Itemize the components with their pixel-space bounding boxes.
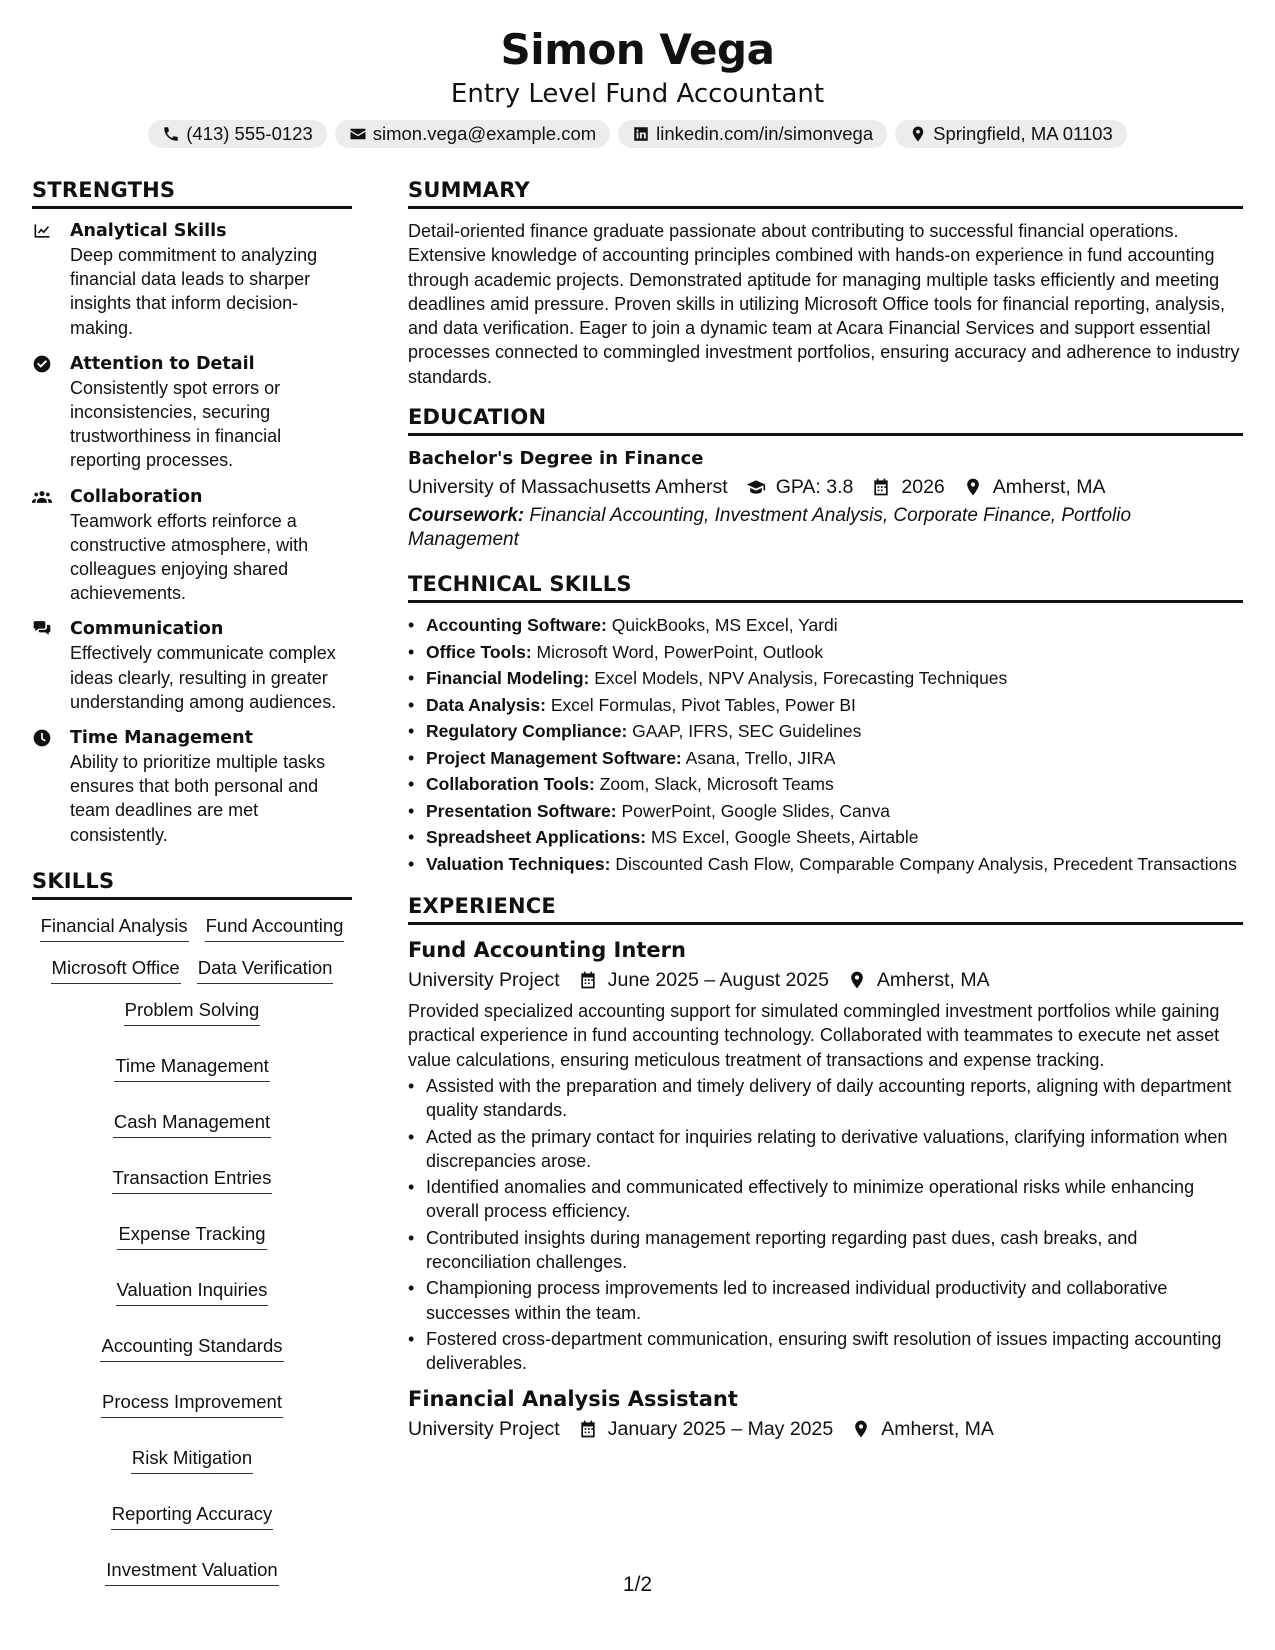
tech-value: GAAP, IFRS, SEC Guidelines — [632, 721, 862, 742]
tech-value: Zoom, Slack, Microsoft Teams — [599, 774, 834, 795]
degree-name: Bachelor's Degree in Finance — [408, 448, 704, 470]
calendar-icon — [871, 477, 891, 497]
coursework — [408, 504, 1243, 552]
job-dates: June 2025 – August 2025 — [607, 969, 829, 992]
map-pin-icon — [963, 477, 983, 497]
job-description: Provided specialized accounting support for simulated commingled investment portfolios while gaining practical experience in fund accounting technology. Collaborated with teammates to execute net asset value calculations, ensuring meticulous treatment of transactions and expense tracking. — [408, 1001, 1220, 1070]
list-item — [408, 719, 1243, 744]
list-item: • Acted as the primary contact for inquiries relating to derivative valuations, clarifying information when discrepancies arose. — [408, 1125, 1243, 1174]
strength-text: Ability to prioritize multiple tasks ensures that both personal and team deadlines are met consistently. — [70, 752, 326, 845]
job-meta — [408, 1414, 1243, 1444]
strength-text: Consistently spot errors or inconsistencies, securing trustworthiness in financial reporting processes. — [70, 377, 282, 471]
linkedin-icon — [632, 125, 650, 143]
school-name: University of Massachusetts Amherst — [408, 476, 728, 499]
right-column — [408, 176, 1243, 1586]
tech-value: QuickBooks, MS Excel, Yardi — [611, 615, 838, 636]
contact-location — [895, 120, 1127, 148]
tech-label: Financial Modeling: — [426, 668, 590, 689]
skill-tag: Expense Tracking — [117, 1222, 266, 1250]
strength-title: Attention to Detail — [70, 353, 255, 374]
envelope-icon — [349, 125, 367, 143]
map-pin-icon — [851, 1419, 871, 1439]
skill-tag: Cash Management — [113, 1110, 271, 1138]
location-text: Springfield, MA 01103 — [933, 123, 1113, 144]
job-title: Fund Accounting Intern — [408, 938, 686, 963]
map-pin-icon — [909, 125, 927, 143]
strength-item — [32, 726, 352, 847]
tech-label: Collaboration Tools: — [426, 774, 595, 795]
tech-label: Regulatory Compliance: — [426, 721, 628, 742]
email-text: simon.vega@example.com — [372, 123, 597, 144]
clock-icon — [32, 728, 52, 748]
tech-label: Project Management Software: — [426, 747, 682, 768]
list-item — [408, 640, 1243, 665]
calendar-icon — [578, 970, 598, 990]
tech-label: Office Tools: — [426, 641, 532, 662]
job-meta — [408, 965, 1243, 995]
contact-bar — [0, 120, 1275, 148]
tech-value: Asana, Trello, JIRA — [685, 747, 836, 768]
candidate-name: Simon Vega — [500, 25, 775, 74]
list-item — [408, 772, 1243, 797]
tech-label: Spreadsheet Applications: — [426, 827, 647, 848]
strength-title: Time Management — [70, 728, 253, 749]
job-entry — [408, 935, 1243, 1375]
skills-list — [32, 914, 352, 1586]
skill-tag: Time Management — [114, 1054, 270, 1082]
strength-title: Collaboration — [70, 486, 203, 507]
map-pin-icon — [847, 970, 867, 990]
phone-icon — [162, 125, 180, 143]
tech-value: MS Excel, Google Sheets, Airtable — [650, 827, 919, 848]
education-meta — [408, 472, 1243, 502]
list-item: • Fostered cross-department communication, ensuring swift resolution of issues impacting accounting deliverables. — [408, 1327, 1243, 1376]
job-dates: January 2025 – May 2025 — [607, 1417, 834, 1440]
coursework-list: Financial Accounting, Investment Analysis, Corporate Finance, Portfolio Management — [408, 505, 1132, 551]
strength-item — [32, 219, 352, 340]
job-org: University Project — [408, 969, 560, 992]
strength-text: Teamwork efforts reinforce a constructive atmosphere, with colleagues enjoying shared achievements. — [70, 510, 309, 604]
strengths-heading: STRENGTHS — [32, 176, 352, 209]
job-entry — [408, 1384, 1243, 1444]
list-item — [408, 852, 1243, 877]
skill-tag: Accounting Standards — [100, 1334, 283, 1362]
list-item: • Championing process improvements led to increased individual productivity and collaborative successes within the team. — [408, 1276, 1243, 1325]
strength-item — [32, 617, 352, 714]
gpa-text: GPA: 3.8 — [775, 476, 854, 499]
tech-value: Microsoft Word, PowerPoint, Outlook — [536, 641, 824, 662]
skill-tag: Reporting Accuracy — [111, 1502, 273, 1530]
linkedin-text: linkedin.com/in/simonvega — [656, 123, 874, 144]
list-item — [408, 825, 1243, 850]
tech-value: Discounted Cash Flow, Comparable Company Analysis, Precedent Transactions — [615, 853, 1237, 874]
left-column — [32, 176, 352, 1586]
phone-text: (413) 555-0123 — [186, 123, 313, 144]
graduation-year: 2026 — [901, 476, 945, 499]
strength-item — [32, 352, 352, 473]
list-item — [408, 666, 1243, 691]
tech-value: PowerPoint, Google Slides, Canva — [621, 800, 890, 821]
list-item: • Identified anomalies and communicated effectively to minimize operational risks while enhancing overall process efficiency. — [408, 1175, 1243, 1224]
comments-icon — [32, 619, 52, 639]
contact-linkedin[interactable] — [618, 120, 887, 148]
tech-label: Accounting Software: — [426, 615, 607, 636]
strength-title: Communication — [70, 619, 224, 640]
users-icon — [32, 487, 52, 507]
strength-title: Analytical Skills — [70, 221, 227, 241]
technical-skills-list — [408, 613, 1243, 876]
coursework-label: Coursework: — [408, 505, 525, 527]
skill-tag: Data Verification — [197, 956, 334, 984]
contact-email[interactable] — [335, 120, 610, 148]
job-bullets — [408, 1074, 1243, 1376]
list-item — [408, 693, 1243, 718]
list-item: • Assisted with the preparation and timely delivery of daily accounting reports, aligning with department quality standards. — [408, 1074, 1243, 1123]
chart-line-icon — [32, 221, 52, 241]
skill-tag: Process Improvement — [101, 1390, 283, 1418]
skill-tag: Fund Accounting — [205, 914, 345, 942]
job-title: Financial Analysis Assistant — [408, 1386, 738, 1411]
education-heading: EDUCATION — [408, 403, 1243, 436]
calendar-icon — [578, 1419, 598, 1439]
job-location: Amherst, MA — [881, 1417, 994, 1440]
resume-header — [0, 0, 1275, 148]
tech-label: Presentation Software: — [426, 800, 617, 821]
skill-tag: Microsoft Office — [51, 956, 181, 984]
candidate-title: Entry Level Fund Accountant — [450, 79, 825, 109]
tech-value: Excel Formulas, Pivot Tables, Power BI — [550, 694, 856, 715]
list-item — [408, 746, 1243, 771]
school-location: Amherst, MA — [992, 476, 1106, 499]
skill-tag: Investment Valuation — [105, 1558, 278, 1586]
job-org: University Project — [408, 1417, 560, 1440]
check-circle-icon — [32, 354, 52, 374]
tech-label: Data Analysis: — [426, 694, 546, 715]
summary-text: Detail-oriented finance graduate passionate about contributing to successful financial operations. Extensive knowledge of accounting principles combined with hands-on experience in fund accounting through academic projects. Demonstrated aptitude for managing multiple tasks efficiently and meeting deadlines amid pressure. Proven skills in utilizing Microsoft Office tools for financial reporting, analysis, and data verification. Eager to join a dynamic team at Acara Financial Services and support essential processes connected to commingled investment portfolios, ensuring accuracy and adherence to industry standards. — [408, 221, 1240, 387]
job-location: Amherst, MA — [876, 969, 990, 992]
tech-label: Valuation Techniques: — [426, 853, 611, 874]
summary-heading: SUMMARY — [408, 176, 1243, 209]
tech-value: Excel Models, NPV Analysis, Forecasting Techniques — [594, 668, 1008, 689]
technical-skills-heading: TECHNICAL SKILLS — [408, 570, 1243, 603]
skill-tag: Risk Mitigation — [131, 1446, 253, 1474]
list-item — [408, 799, 1243, 824]
strength-text: Deep commitment to analyzing financial data leads to sharper insights that inform decision-making. — [70, 245, 318, 338]
list-item — [408, 613, 1243, 638]
graduation-cap-icon — [746, 477, 766, 497]
skill-tag: Financial Analysis — [40, 914, 189, 942]
skill-tag: Transaction Entries — [112, 1166, 273, 1194]
skill-tag: Problem Solving — [124, 998, 261, 1026]
strength-text: Effectively communicate complex ideas clearly, resulting in greater understanding among audiences. — [70, 643, 337, 712]
page-number: 1/2 — [622, 1573, 653, 1596]
contact-phone[interactable] — [148, 120, 327, 148]
skills-heading: SKILLS — [32, 867, 352, 900]
experience-heading: EXPERIENCE — [408, 892, 1243, 925]
list-item: • Contributed insights during management reporting regarding past dues, cash breaks, and reconciliation challenges. — [408, 1226, 1243, 1275]
strength-item — [32, 485, 352, 606]
skill-tag: Valuation Inquiries — [116, 1278, 269, 1306]
